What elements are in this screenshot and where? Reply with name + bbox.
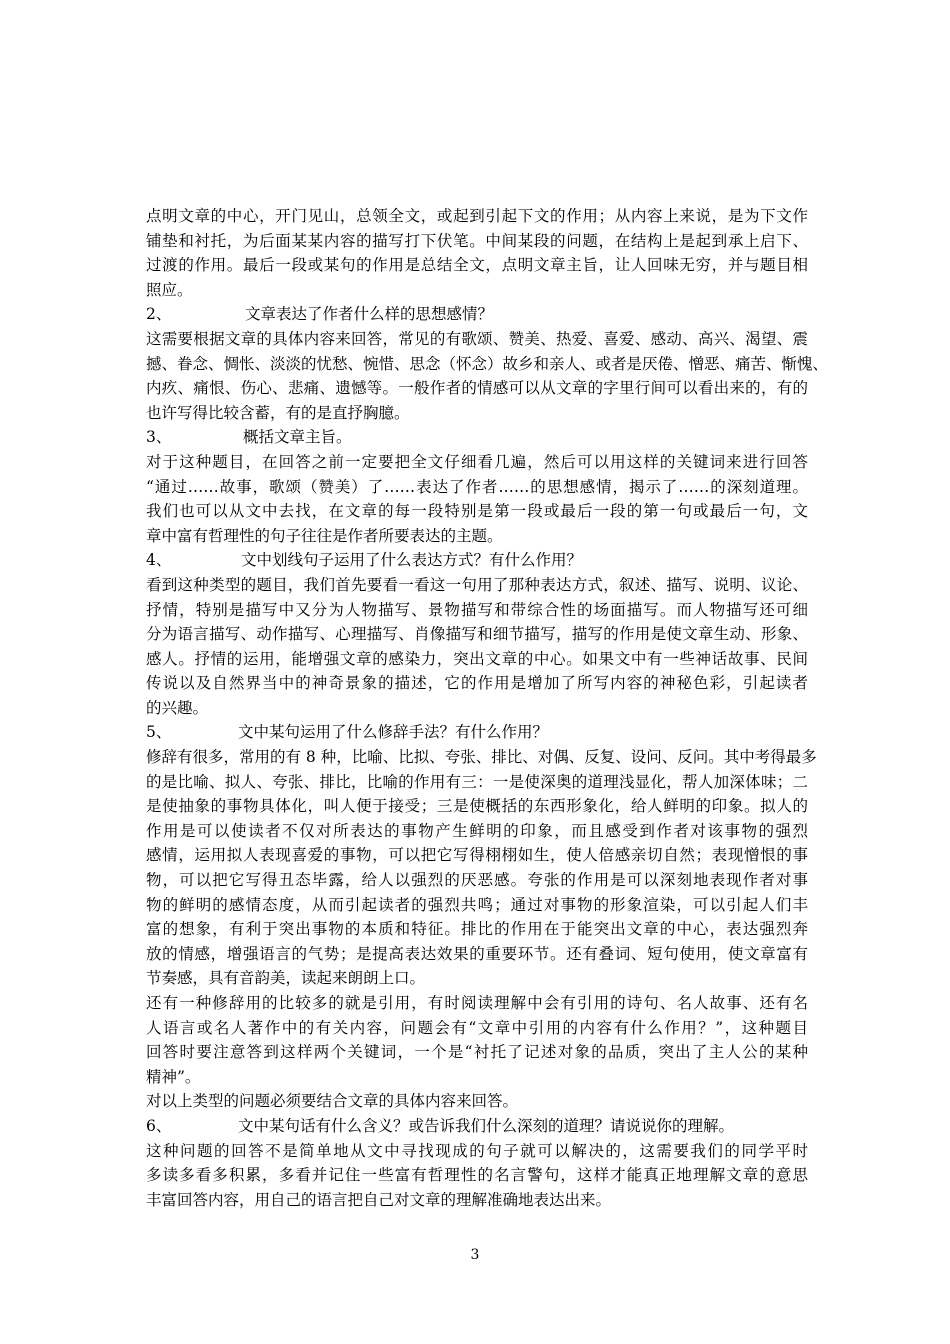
section-heading-5 xyxy=(146,720,808,745)
paragraph-line: 传说以及自然界当中的神奇景象的描述，它的作用是增加了所写内容的神秘色彩，引起读者 xyxy=(146,674,808,693)
paragraph-line: 富的想象，有利于突出事物的本质和特征。排比的作用在于能突出文章的中心，表达强烈奔 xyxy=(146,920,808,939)
paragraph-line: 对以上类型的问题必须要结合文章的具体内容来回答。 xyxy=(146,1092,519,1111)
section-heading-6 xyxy=(146,1114,808,1139)
paragraph-line: 的是比喻、拟人、夸张、排比，比喻的作用有三：一是使深奥的道理浅显化，帮人加深体味；二 xyxy=(146,772,808,791)
section-number: 3、 xyxy=(146,428,172,447)
paragraph-line: “通过……故事，歌颂（赞美）了……表达了作者……的思想感情，揭示了……的深刻道理。 xyxy=(146,477,808,496)
paragraph-line: 放的情感，增强语言的气势；是提高表达效果的重要环节。还有叠词、短句使用，使文章富有 xyxy=(146,944,808,963)
section-title: 文章表达了作者什么样的思想感情？ xyxy=(245,305,494,324)
section-number: 6、 xyxy=(146,1116,172,1135)
paragraph-line: 铺垫和衬托，为后面某某内容的描写打下伏笔。中间某段的问题，在结构上是起到承上启下、 xyxy=(146,231,808,250)
section-number: 2、 xyxy=(146,305,172,324)
paragraph-line: 分为语言描写、动作描写、心理描写、肖像描写和细节描写，描写的作用是使文章生动、形象、 xyxy=(146,625,808,644)
paragraph-line: 修辞有很多，常用的有 8 种，比喻、比拟、夸张、排比、对偶、反复、设问、反问。其中考得最多 xyxy=(146,748,817,767)
paragraph-line: 作用是可以使读者不仅对所表达的事物产生鲜明的印象，而且感受到作者对该事物的强烈 xyxy=(146,821,808,840)
paragraph-line: 多读多看多积累，多看并记住一些富有哲理性的名言警句，这样才能真正地理解文章的意思 xyxy=(146,1166,808,1185)
paragraph-line: 对于这种题目，在回答之前一定要把全文仔细看几遍，然后可以用这样的关键词来进行回答 xyxy=(146,452,808,471)
paragraph-line: 我们也可以从文中去找，在文章的每一段特别是第一段或最后一段的第一句或最后一句，文 xyxy=(146,502,808,521)
page-number: 3 xyxy=(470,1247,480,1263)
paragraph-line: 物的鲜明的感情态度，从而引起读者的强烈共鸣；通过对事物的形象渲染，可以引起人们丰 xyxy=(146,895,808,914)
section-number: 4、 xyxy=(146,551,172,570)
paragraph-line: 章中富有哲理性的句子往往是作者所要表达的主题。 xyxy=(146,526,503,545)
paragraph-line: 人语言或名人著作中的有关内容，问题会有“文章中引用的内容有什么作用？”，这种题目 xyxy=(146,1018,808,1037)
paragraph-line: 丰富回答内容，用自己的语言把自己对文章的理解准确地表达出来。 xyxy=(146,1190,612,1209)
section-title: 文中划线句子运用了什么表达方式？有什么作用？ xyxy=(241,551,583,570)
paragraph-line: 还有一种修辞用的比较多的就是引用，有时阅读理解中会有引用的诗句、名人故事、还有名 xyxy=(146,994,808,1012)
section-title: 概括文章主旨。 xyxy=(243,428,352,447)
paragraph-line: 是使抽象的事物具体化，叫人便于接受；三是使概括的东西形象化，给人鲜明的印象。拟人的 xyxy=(146,797,808,816)
paragraph-line: 内疚、痛恨、伤心、悲痛、遗憾等。一般作者的情感可以从文章的字里行间可以看出来的，有的 xyxy=(146,379,808,398)
section-title: 文中某句话有什么含义？或告诉我们什么深刻的道理？请说说你的理解。 xyxy=(238,1116,735,1135)
paragraph-line: 抒情，特别是描写中又分为人物描写、景物描写和带综合性的场面描写。而人物描写还可细 xyxy=(146,600,808,619)
paragraph-line: 照应。 xyxy=(146,280,193,299)
paragraph-line: 节奏感，具有音韵美，读起来朗朗上口。 xyxy=(146,969,426,988)
section-heading-4 xyxy=(146,548,808,573)
section-title: 文中某句运用了什么修辞手法？有什么作用？ xyxy=(238,723,549,742)
paragraph-line: 过渡的作用。最后一段或某句的作用是总结全文，点明文章主旨，让人回味无穷，并与题目相 xyxy=(146,256,808,275)
paragraph-line: 看到这种类型的题目，我们首先要看一看这一句用了那种表达方式，叙述、描写、说明、议论、 xyxy=(146,575,808,594)
paragraph-line: 撼、眷念、惆怅、淡淡的忧愁、惋惜、思念（怀念）故乡和亲人、或者是厌倦、憎恶、痛苦、惭愧、 xyxy=(146,354,829,373)
paragraph-line: 这需要根据文章的具体内容来回答，常见的有歌颂、赞美、热爱、喜爱、感动、高兴、渴望、震 xyxy=(146,329,808,348)
document-body xyxy=(146,204,829,1212)
paragraph-line: 回答时要注意答到这样两个关键词，一个是“衬托了记述对象的品质，突出了主人公的某种 xyxy=(146,1043,808,1062)
paragraph-line: 的兴趣。 xyxy=(146,698,209,717)
paragraph-line: 物，可以把它写得丑态毕露，给人以强烈的厌恶感。夸张的作用是可以深刻地表现作者对事 xyxy=(146,871,808,890)
paragraph-line: 精神”。 xyxy=(146,1067,201,1086)
paragraph-line: 感人。抒情的运用，能增强文章的感染力，突出文章的中心。如果文中有一些神话故事、民间 xyxy=(146,649,808,668)
section-heading-2 xyxy=(146,302,808,327)
paragraph-line: 这种问题的回答不是简单地从文中寻找现成的句子就可以解决的，这需要我们的同学平时 xyxy=(146,1141,808,1160)
paragraph-line: 点明文章的中心，开门见山，总领全文，或起到引起下文的作用；从内容上来说，是为下文作 xyxy=(146,207,808,225)
section-number: 5、 xyxy=(146,723,172,742)
paragraph-line: 感情，运用拟人表现喜爱的事物，可以把它写得栩栩如生，使人倍感亲切自然；表现憎恨的事 xyxy=(146,846,808,865)
paragraph-line: 也许写得比较含蓄，有的是直抒胸臆。 xyxy=(146,403,410,422)
section-heading-3 xyxy=(146,425,808,450)
